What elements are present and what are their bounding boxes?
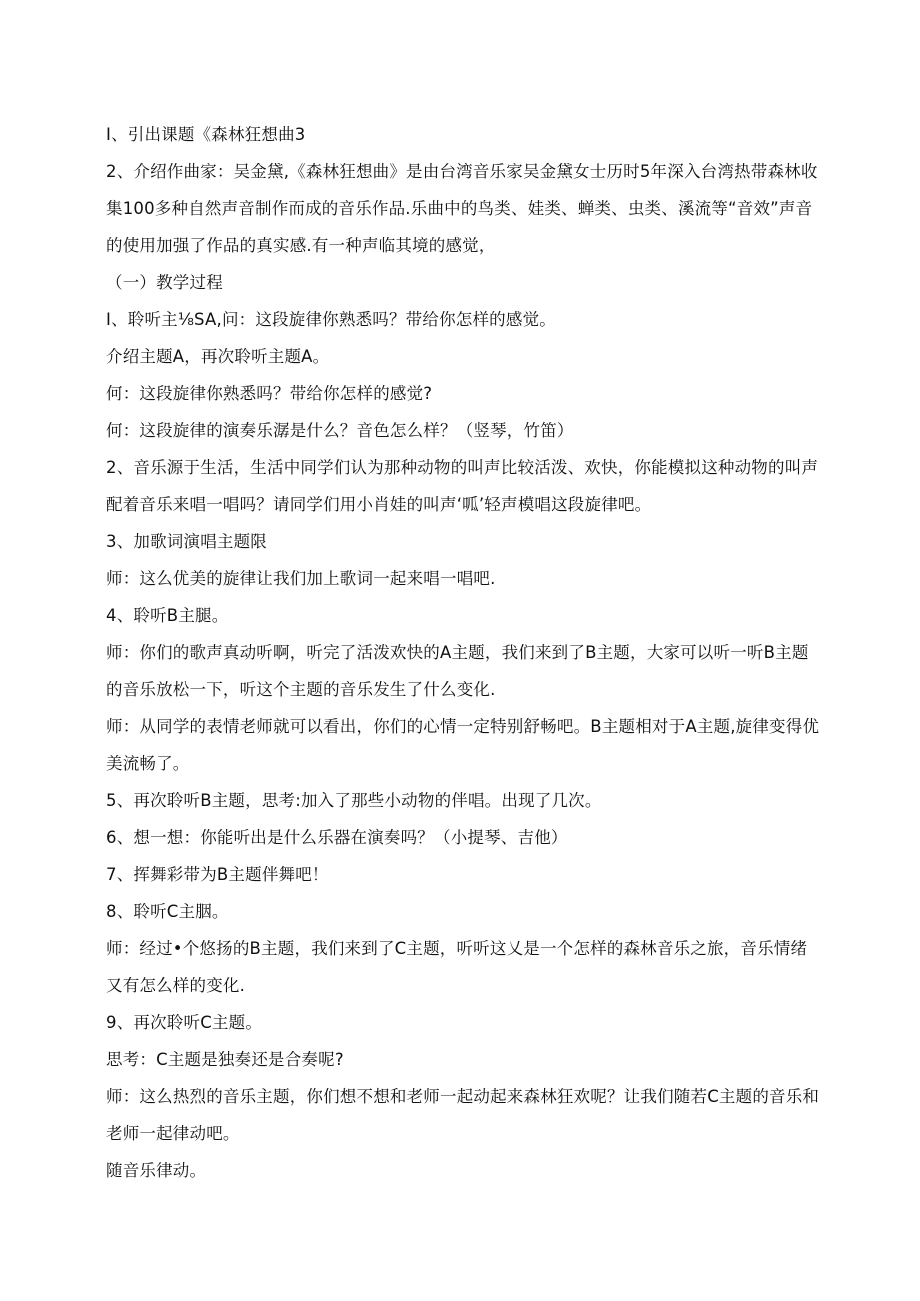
paragraph-21: 师：这么热烈的音乐主题，你们想不想和老师一起动起来森林狂欢呢？让我们随若C主题的音乐和老师一起律动吧。 <box>106 1087 820 1143</box>
paragraph-12: 师：你们的歌声真动听啊，听完了活泼欢快的A主题，我们来到了B主题，大家可以听一听B主题的音乐放松一下，听这个主题的音乐发生了什么变化. <box>106 643 809 699</box>
paragraph-1: I、引出课题《森林狂想曲3 <box>106 125 306 144</box>
paragraph-13: 师：从同学的表情老师就可以看出，你们的心情一定特别舒畅吧。B主题相对于A主题,旋律变得优美流畅了。 <box>106 717 820 773</box>
paragraph-15: 6、想一想：你能听出是什么乐器在演奏吗？（小提琴、吉他） <box>106 828 568 847</box>
paragraph-20: 思考：C主题是独奏还是合奏呢? <box>106 1050 344 1069</box>
paragraph-7: 何：这段旋律的演奏乐潺是什么？音色怎么样？（竖琴，竹笛） <box>106 421 574 440</box>
paragraph-18: 师：经过•个悠扬的B主题，我们来到了C主题，听听这乂是一个怎样的森林音乐之旅，音乐情绪又有怎么样的变化. <box>106 939 808 995</box>
paragraph-10: 师：这么优美的旋律让我们加上歌词一起来唱一唱吧. <box>106 569 496 588</box>
paragraph-3: （一）教学过程 <box>106 273 223 292</box>
paragraph-11: 4、聆听B主腿。 <box>106 606 229 625</box>
paragraph-4: I、聆听主⅛SA,问：这段旋律你熟悉吗？带给你怎样的感觉。 <box>106 310 556 329</box>
paragraph-5: 介绍主题A，再次聆听主题A。 <box>106 347 330 366</box>
paragraph-19: 9、再次聆听C主题。 <box>106 1013 263 1032</box>
paragraph-6: 何：这段旋律你熟悉吗？带给你怎样的感觉? <box>106 384 433 403</box>
paragraph-8: 2、音乐源于生活，生活中同学们认为那种动物的叫声比较活泼、欢快，你能模拟这种动物的叫声配着音乐来唱一唱吗？请同学们用小肖娃的叫声‘呱’轻声模唱这段旋律吧。 <box>106 458 819 514</box>
paragraph-16: 7、挥舞彩带为B主题伴舞吧！ <box>106 865 329 884</box>
paragraph-9: 3、加歌词演唱主题限 <box>106 532 267 551</box>
paragraph-22: 随音乐律动。 <box>106 1161 207 1180</box>
paragraph-17: 8、聆听C主胭。 <box>106 902 229 921</box>
paragraph-14: 5、再次聆听B主题，思考:加入了那些小动物的伴唱。出现了几次。 <box>106 791 602 810</box>
paragraph-2: 2、介绍作曲家：吴金黛,《森林狂想曲》是由台湾音乐家吴金黛女士历时5年深入台湾热带森林收集100多种自然声音制作而成的音乐作品.乐曲中的鸟类、娃类、蝉类、虫类、溪流等“音效”声音的使用加强了作品的真实感.有一种声临其境的感觉， <box>106 162 818 255</box>
